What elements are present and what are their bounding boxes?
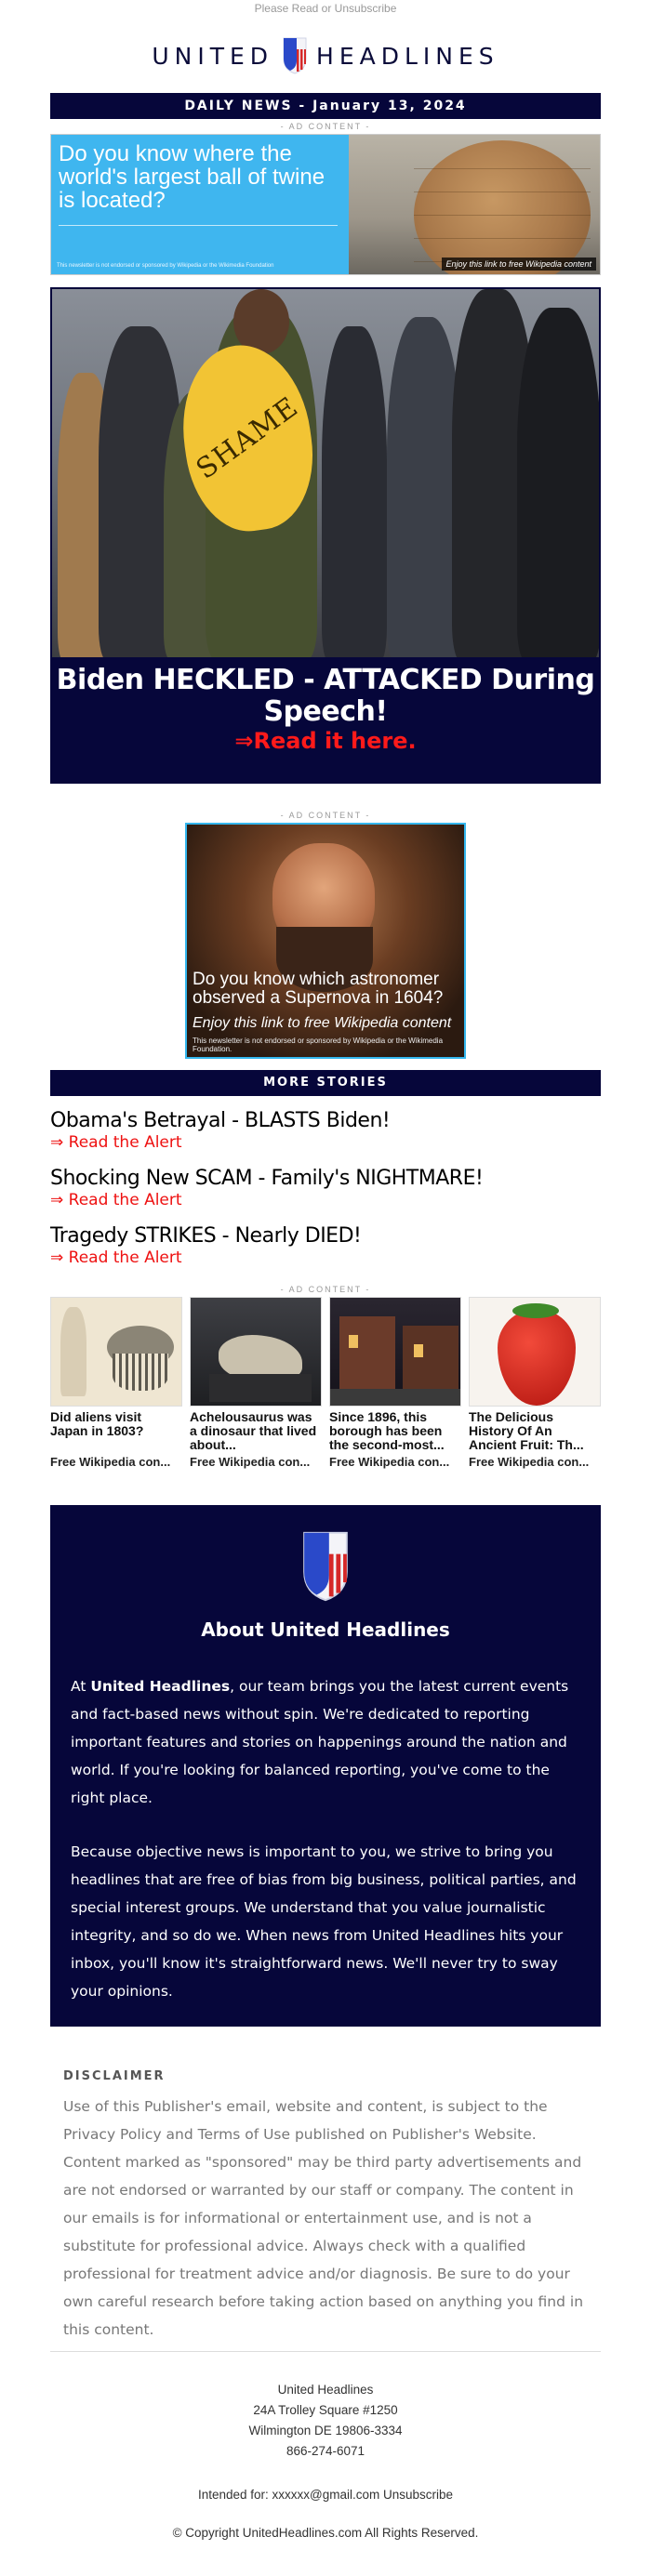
brand-name: United Headlines bbox=[90, 1678, 231, 1695]
ad-tile[interactable] bbox=[50, 1297, 182, 1469]
list-item[interactable] bbox=[50, 1109, 601, 1152]
tile-image-aliens bbox=[50, 1297, 182, 1407]
brand-logo[interactable] bbox=[0, 19, 651, 93]
footer-city: Wilmington DE 19806-3334 bbox=[248, 2424, 403, 2437]
story-title[interactable]: Shocking New SCAM - Family's NIGHTMARE! bbox=[50, 1167, 484, 1190]
list-item[interactable] bbox=[50, 1167, 601, 1209]
ad-disclaimer: This newsletter is not endorsed or sponsored by Wikipedia or the Wikimedia Foundation bbox=[57, 263, 274, 269]
disclaimer-text: Use of this Publisher's email, website and content, is subject to the Privacy Policy and Terms of Use published on Publisher's Website. Content marked as "sponsored" may be third party advertisements and are not endorsed or warranted by our staff or company. The content in our emails is for informational or entertainment use, and is not a substitute for professional advice. Always check with a qualified professional for treatment advice and/or diagnosis. Be sure to do your own careful research before taking action based on anything you find in this content. bbox=[63, 2098, 584, 2338]
ad-link[interactable]: Enjoy this link to free Wikipedia content bbox=[193, 1015, 452, 1031]
about-section bbox=[50, 1505, 601, 2027]
ad-banner-text-panel bbox=[51, 135, 349, 274]
footer-company: United Headlines bbox=[277, 2383, 374, 2397]
ad-banner-twine[interactable] bbox=[50, 134, 601, 275]
about-title: About United Headlines bbox=[201, 1618, 450, 1641]
tile-image-borough bbox=[329, 1297, 461, 1407]
tile-title: The Delicious History Of An Ancient Fruit: Th... bbox=[469, 1410, 584, 1452]
protest-photo bbox=[52, 289, 599, 657]
ad-tile[interactable] bbox=[329, 1297, 461, 1469]
sign-text: SHAME bbox=[190, 390, 305, 486]
ad-content-label: - AD CONTENT - bbox=[280, 1285, 371, 1294]
divider bbox=[50, 2351, 601, 2352]
story-title[interactable]: Obama's Betrayal - BLASTS Biden! bbox=[50, 1109, 391, 1132]
shield-flag-icon bbox=[298, 1529, 353, 1604]
shield-flag-icon bbox=[281, 36, 309, 75]
list-item[interactable] bbox=[50, 1224, 601, 1267]
footer-address bbox=[50, 2380, 601, 2462]
tile-source-link[interactable]: Free Wikipedia con... bbox=[329, 1455, 450, 1469]
footer-street: 24A Trolley Square #1250 bbox=[253, 2403, 398, 2417]
ad-content-label: - AD CONTENT - bbox=[280, 811, 371, 820]
copyright-text: © Copyright UnitedHeadlines.com All Rights Reserved. bbox=[172, 2526, 479, 2540]
ad-tile[interactable] bbox=[469, 1297, 601, 1469]
hero-read-link[interactable]: ⇒Read it here. bbox=[234, 728, 417, 754]
read-alert-link[interactable]: ⇒ Read the Alert bbox=[50, 1133, 182, 1152]
ad-tile-grid bbox=[50, 1297, 601, 1469]
logo-word-left: UNITED bbox=[152, 42, 274, 70]
ad-question: Do you know where the world's largest ball of twine is located? bbox=[59, 141, 326, 213]
tile-title: Achelousaurus was a dinosaur that lived about... bbox=[190, 1410, 317, 1452]
ad-disclaimer: This newsletter is not endorsed or sponsored by Wikipedia or the Wikimedia Foundation. bbox=[193, 1037, 444, 1053]
footer-phone: 866-274-6071 bbox=[286, 2444, 365, 2458]
tile-source-link[interactable]: Free Wikipedia con... bbox=[469, 1455, 590, 1469]
tile-image-strawberry bbox=[469, 1297, 601, 1407]
twine-ball-image bbox=[349, 135, 600, 274]
dateline-bar: DAILY NEWS - January 13, 2024 bbox=[50, 93, 601, 119]
ad-question: Do you know which astronomer observed a Supernova in 1604? bbox=[193, 970, 444, 1008]
recipient-email: xxxxxx@gmail.com bbox=[272, 2488, 380, 2502]
ad-content-label: - AD CONTENT - bbox=[280, 122, 371, 131]
read-alert-link[interactable]: ⇒ Read the Alert bbox=[50, 1248, 182, 1267]
ad-tile[interactable] bbox=[190, 1297, 322, 1469]
tile-title: Since 1896, this borough has been the second-most... bbox=[329, 1410, 445, 1452]
intended-label: Intended for: bbox=[197, 2488, 269, 2502]
hero-story[interactable] bbox=[50, 287, 601, 784]
tile-image-dinosaur bbox=[190, 1297, 322, 1407]
read-alert-link[interactable]: ⇒ Read the Alert bbox=[50, 1191, 182, 1209]
hero-headline[interactable]: Biden HECKLED - ATTACKED During Speech! bbox=[56, 664, 595, 728]
logo-word-right: HEADLINES bbox=[316, 42, 499, 70]
tile-source-link[interactable]: Free Wikipedia con... bbox=[50, 1455, 171, 1469]
footer-intended bbox=[50, 2488, 601, 2502]
twine-ball bbox=[414, 140, 591, 274]
ad-caption-link[interactable]: Enjoy this link to free Wikipedia content bbox=[442, 258, 597, 271]
disclaimer-heading: DISCLAIMER bbox=[63, 2069, 166, 2083]
about-paragraph-2: Because objective news is important to you, we strive to bring you headlines that are free of bias from big business, political parties, and special interest groups. We understand that you value journalistic integrity, and so do we. When news from United Headlines hits your inbox, you'll know it's straightforward news. We'll never try to sway your opinions. bbox=[71, 1843, 577, 2000]
story-title[interactable]: Tragedy STRIKES - Nearly DIED! bbox=[50, 1224, 362, 1248]
tile-title: Did aliens visit Japan in 1803? bbox=[50, 1410, 144, 1438]
more-stories-heading: MORE STORIES bbox=[50, 1070, 601, 1096]
tile-source-link[interactable]: Free Wikipedia con... bbox=[190, 1455, 311, 1469]
ad-box-text bbox=[193, 971, 458, 1053]
ad-box-astronomer[interactable] bbox=[185, 823, 466, 1059]
unsubscribe-link[interactable]: Unsubscribe bbox=[383, 2488, 454, 2502]
story-list bbox=[50, 1096, 601, 1267]
divider bbox=[59, 225, 338, 226]
disclaimer-section bbox=[50, 2027, 601, 2344]
about-paragraph-1: At United Headlines, our team brings you the latest current events and fact-based news without spin. We're dedicated to reporting important features and stories on happenings around the nation and world. If you're looking for balanced reporting, you've come to the right place. bbox=[71, 1678, 569, 1806]
read-unsubscribe-link[interactable]: Please Read or Unsubscribe bbox=[254, 2, 397, 15]
